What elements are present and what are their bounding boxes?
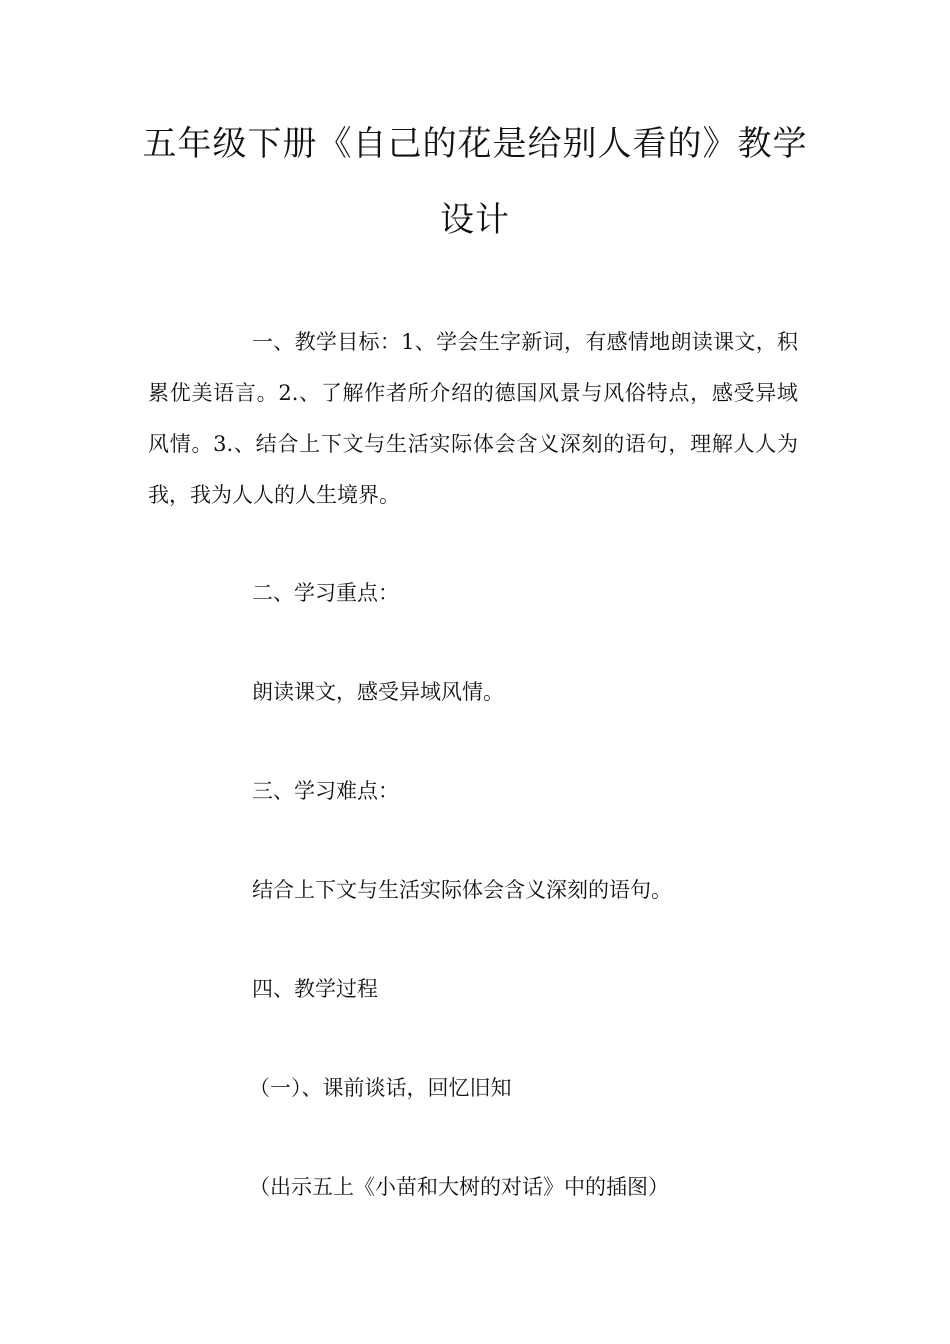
step-1-note: （出示五上《小苗和大树的对话》中的插图） [249,1175,669,1199]
document-title-line-2: 设计 [440,200,510,240]
key-points-heading: 二、学习重点： [252,581,399,605]
document-title-line-1: 五年级下册《自己的花是给别人看的》教学 [142,124,808,164]
difficulties-text: 结合上下文与生活实际体会含义深刻的语句。 [252,878,672,902]
key-points-text: 朗读课文，感受异域风情。 [252,680,504,704]
difficulties-heading: 三、学习难点： [252,779,399,803]
process-heading: 四、教学过程 [252,977,378,1001]
step-1-heading: （一）、课前谈话，回忆旧知 [249,1076,512,1100]
teaching-objectives-paragraph: 一、教学目标：1、学会生字新词，有感情地朗读课文，积累优美语言。2.、了解作者所介绍的德国风景与风俗特点，感受异域风情。3.、结合上下文与生活实际体会含义深刻的语句，理解人人为我，我为人人的人生境界。 [148,330,798,507]
